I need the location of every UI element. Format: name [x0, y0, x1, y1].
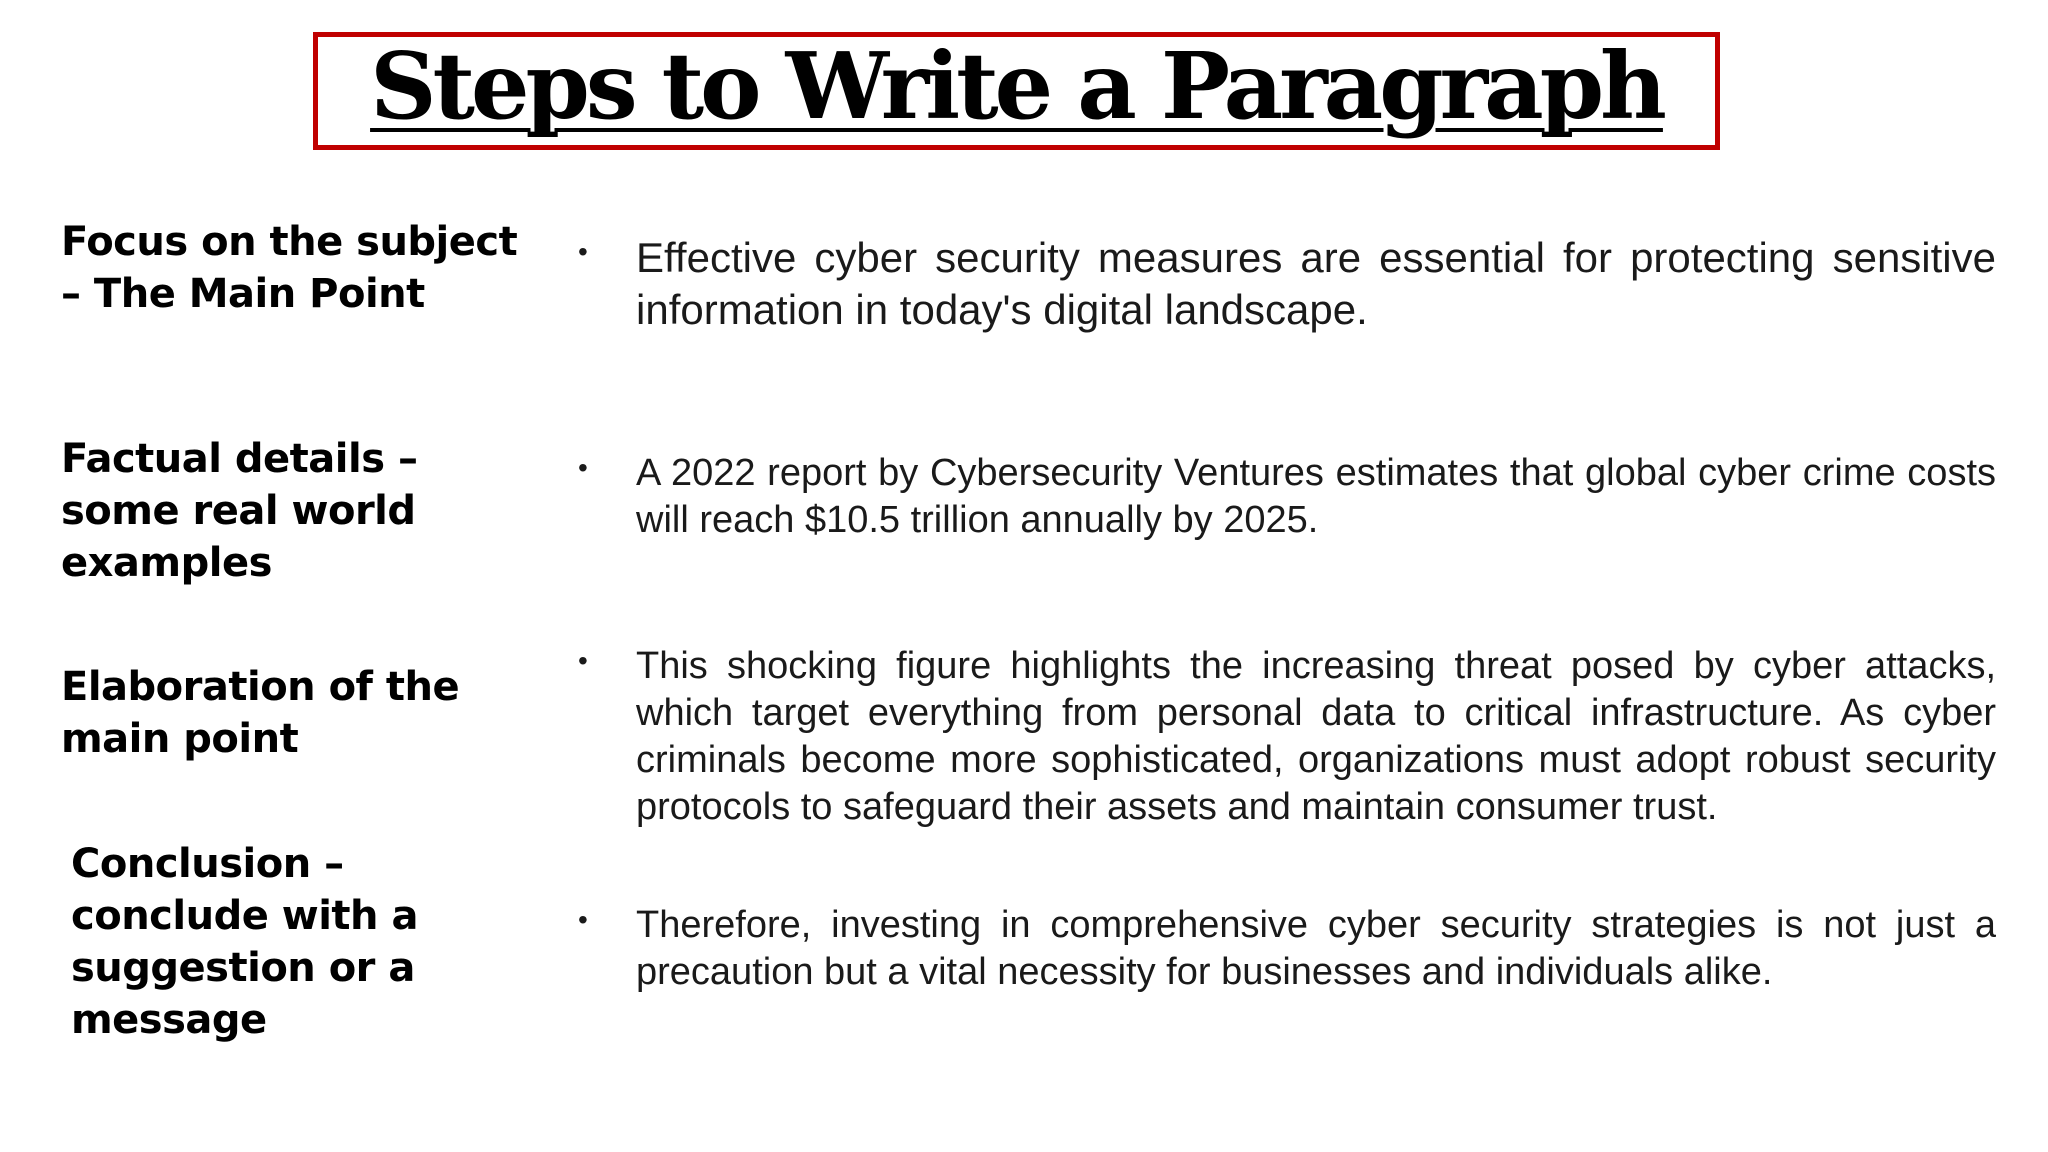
step-label-factual-details: Factual details – some real world examples — [61, 436, 418, 586]
step-text-elaboration: This shocking figure highlights the increasing threat posed by cyber attacks, which target everything from personal data to critical infrastructure. As cyber criminals become more sophisticated, organizations must adopt robust security protocols to safeguard their assets and maintain consumer trust. — [636, 645, 1996, 828]
bullet-icon: • — [578, 645, 588, 676]
bullet-icon: • — [578, 452, 588, 483]
bullet-icon: • — [578, 904, 588, 935]
slide-title: Steps to Write a Paragraph — [370, 32, 1663, 140]
step-text-main-point: Effective cyber security measures are essential for protecting sensitive information in today's digital landscape. — [636, 234, 1996, 333]
step-label-conclusion: Conclusion – conclude with a suggestion or a message — [71, 841, 418, 1043]
step-text-factual-details: A 2022 report by Cybersecurity Ventures estimates that global cyber crime costs will reach $10.5 trillion annually by 2025. — [636, 452, 1996, 541]
step-label-main-point: Focus on the subject – The Main Point — [61, 219, 518, 317]
step-label-elaboration: Elaboration of the main point — [61, 664, 460, 762]
bullet-icon: • — [578, 236, 588, 267]
step-text-conclusion: Therefore, investing in comprehensive cyber security strategies is not just a precaution but a vital necessity for businesses and individuals alike. — [636, 904, 1996, 993]
title-box — [313, 32, 1720, 150]
